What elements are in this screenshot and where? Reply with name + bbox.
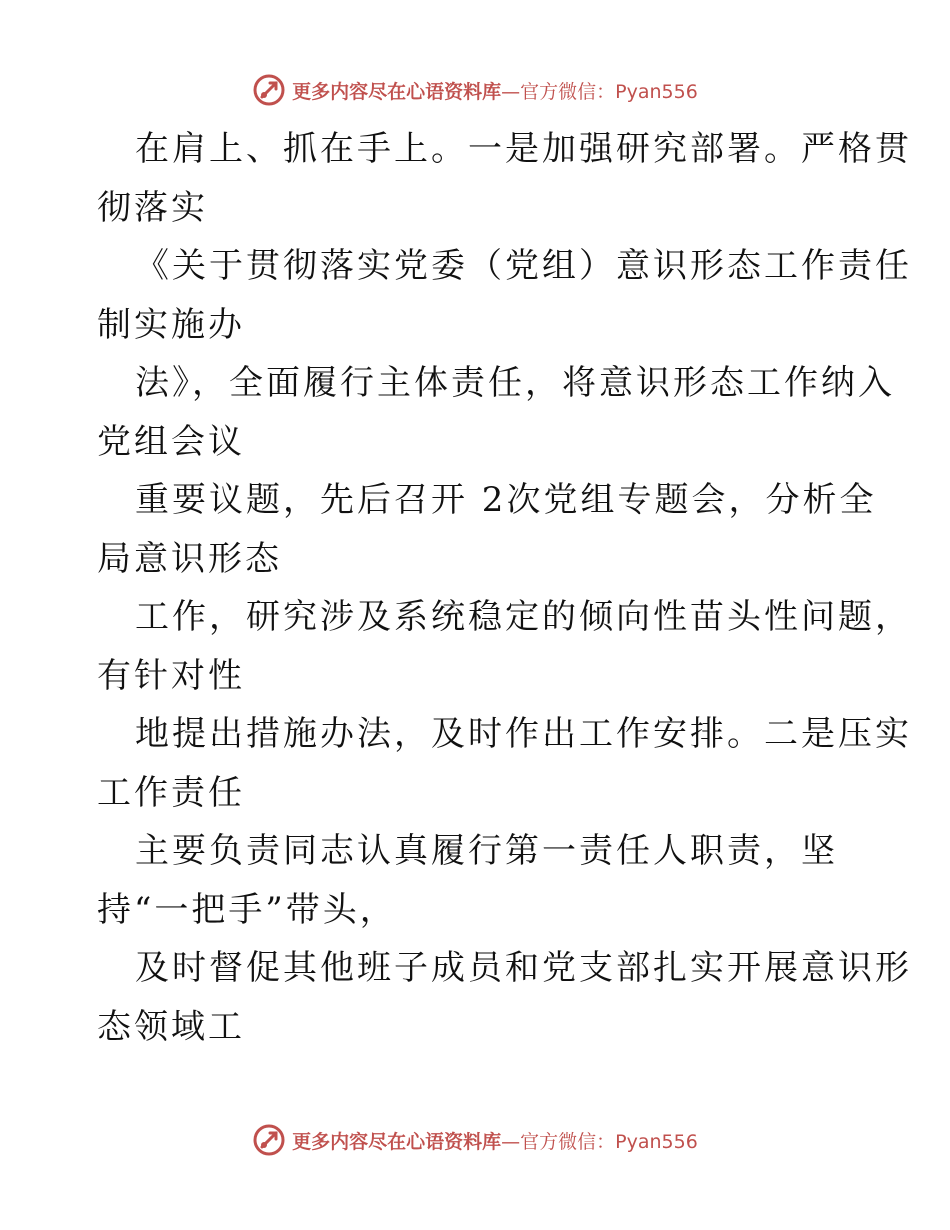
header-banner — [0, 70, 950, 110]
document-body — [97, 120, 912, 1056]
body-line: 持“一把手”带头， — [97, 889, 397, 930]
body-line: 态领域工 — [97, 1006, 245, 1047]
body-line: 工作，研究涉及系统稳定的倾向性苗头性问题， — [135, 597, 912, 637]
banner-title: 更多内容尽在心语资料库 — [292, 1130, 502, 1153]
banner-wechat: 官方微信：Pyan556 — [520, 1130, 698, 1153]
body-line: 制实施办 — [97, 304, 245, 345]
body-line: 主要负责同志认真履行第一责任人职责，坚 — [135, 831, 838, 871]
banner-title: 更多内容尽在心语资料库 — [292, 80, 502, 103]
body-line: 法》，全面履行主体责任，将意识形态工作纳入 — [135, 363, 895, 403]
body-line: 地提出措施办法，及时作出工作安排。二是压实 — [135, 714, 912, 754]
body-line: 及时督促其他班子成员和党支部扎实开展意识形 — [135, 948, 912, 988]
banner-text — [292, 77, 698, 104]
logo-icon — [252, 1123, 286, 1157]
body-line: 局意识形态 — [97, 538, 282, 579]
banner-wechat: 官方微信：Pyan556 — [520, 80, 698, 103]
body-line: 有针对性 — [97, 655, 245, 696]
banner-text — [292, 1127, 698, 1154]
footer-banner — [0, 1120, 950, 1160]
body-line: 彻落实 — [97, 187, 208, 228]
banner-separator: — — [501, 80, 521, 103]
body-line: 工作责任 — [97, 772, 245, 813]
body-line: 在肩上、抓在手上。一是加强研究部署。严格贯 — [135, 129, 912, 169]
body-line: 重要议题，先后召开 2次党组专题会，分析全 — [135, 480, 877, 520]
body-line: 党组会议 — [97, 421, 245, 462]
body-line: 《关于贯彻落实党委（党组）意识形态工作责任 — [135, 246, 912, 286]
logo-icon — [252, 73, 286, 107]
banner-separator: — — [501, 1130, 521, 1153]
